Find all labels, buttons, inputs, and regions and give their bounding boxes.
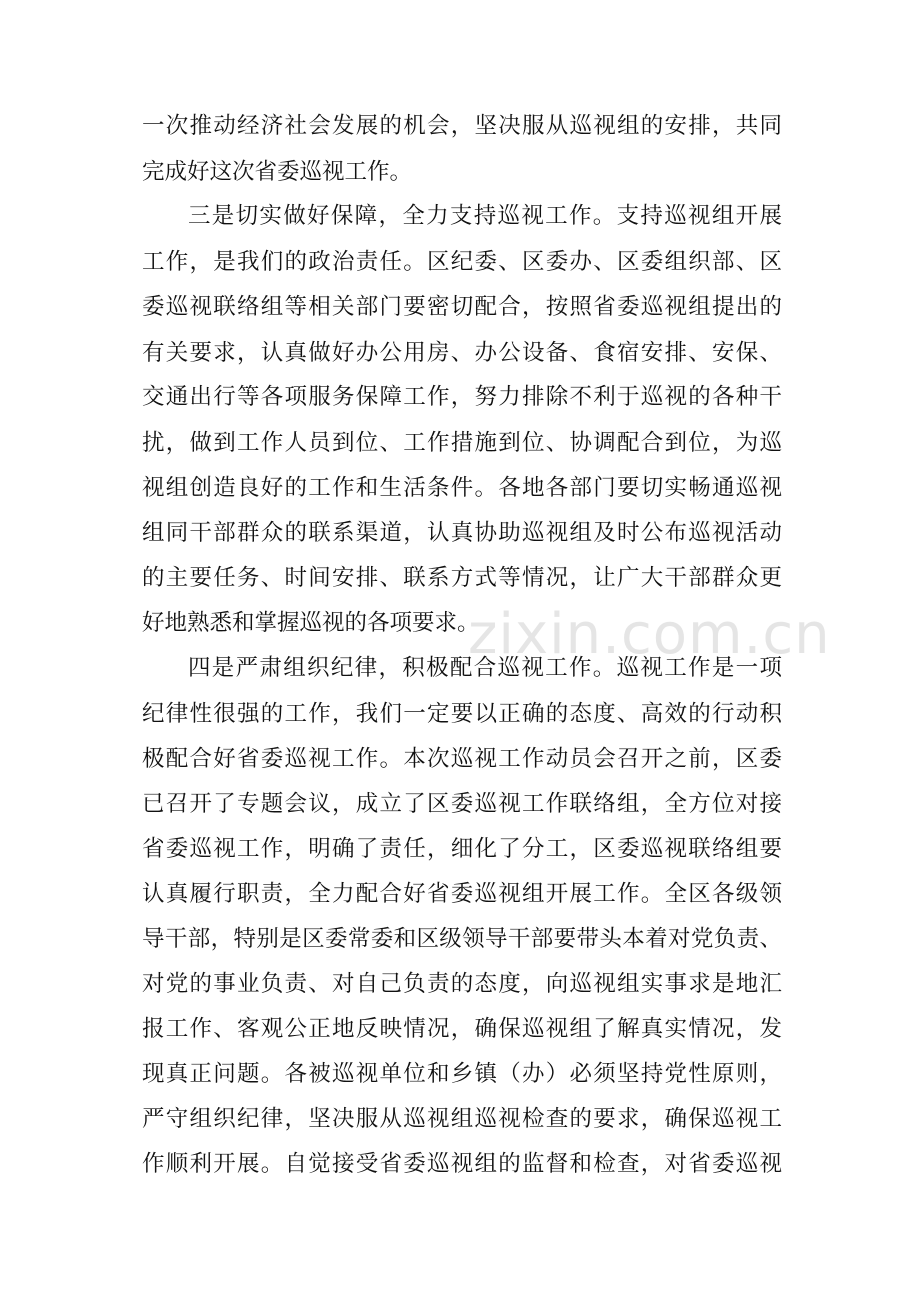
text-line: 有关要求，认真做好办公用房、办公设备、食宿安排、安保、 [142,340,782,366]
text-line: 对党的事业负责、对自己负责的态度，向巡视组实事求是地汇 [142,971,782,997]
watermark-text: zixin.com.cn [468,602,831,667]
text-line: 现真正问题。各被巡视单位和乡镇（办）必须坚持党性原则， [142,1061,782,1087]
text-line: 报工作、客观公正地反映情况，确保巡视组了解真实情况，发 [142,1016,782,1042]
text-line: 认真履行职责，全力配合好省委巡视组开展工作。全区各级领 [142,881,782,907]
text-line: 省委巡视工作，明确了责任，细化了分工，区委巡视联络组要 [142,836,782,862]
text-line: 组同干部群众的联系渠道，认真协助巡视组及时公布巡视活动 [142,520,782,546]
text-line: 委巡视联络组等相关部门要密切配合，按照省委巡视组提出的 [142,294,782,320]
text-line: 视组创造良好的工作和生活条件。各地各部门要切实畅通巡视 [142,475,782,501]
text-line: 严守组织纪律，坚决服从巡视组巡视检查的要求，确保巡视工 [142,1106,782,1132]
text-line: 导干部，特别是区委常委和区级领导干部要带头本着对党负责、 [142,926,782,952]
text-line: 工作，是我们的政治责任。区纪委、区委办、区委组织部、区 [142,249,782,275]
text-line: 一次推动经济社会发展的机会，坚决服从巡视组的安排，共同 [142,113,782,139]
text-line: 交通出行等各项服务保障工作，努力排除不利于巡视的各种干 [142,384,782,410]
text-line: 完成好这次省委巡视工作。 [142,159,413,185]
text-line: 的主要任务、时间安排、联系方式等情况，让广大干部群众更 [142,565,782,591]
text-line: 极配合好省委巡视工作。本次巡视工作动员会召开之前，区委 [142,746,782,772]
paragraph-start-line: 四是严肃组织纪律，积极配合巡视工作。巡视工作是一项 [188,655,782,681]
text-line: 好地熟悉和掌握巡视的各项要求。 [142,610,480,636]
text-line: 已召开了专题会议，成立了区委巡视工作联络组，全方位对接 [142,791,782,817]
text-line: 扰，做到工作人员到位、工作措施到位、协调配合到位，为巡 [142,430,782,456]
paragraph-start-line: 三是切实做好保障，全力支持巡视工作。支持巡视组开展 [188,203,782,229]
text-line: 纪律性很强的工作，我们一定要以正确的态度、高效的行动积 [142,701,782,727]
text-line: 作顺利开展。自觉接受省委巡视组的监督和检查，对省委巡视 [142,1151,782,1177]
